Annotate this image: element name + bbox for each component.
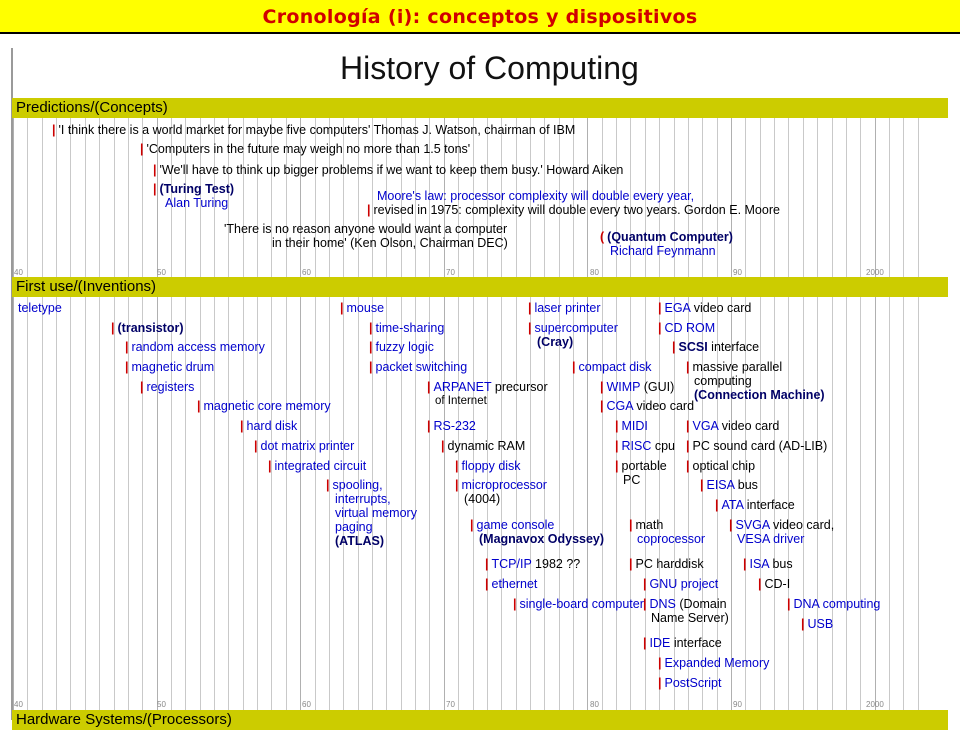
invention-dynamic-ram: | dynamic RAM <box>441 439 526 453</box>
year-gridline <box>343 118 344 720</box>
invention-risc: | RISC cpu <box>615 439 676 453</box>
year-gridline <box>114 118 115 720</box>
chart-title: History of Computing <box>340 50 639 86</box>
year-gridline <box>903 118 904 720</box>
invention-compact-disk: | compact disk <box>572 360 652 374</box>
invention-massive-parallel: | massive parallel computing (Connection Machine) <box>686 360 825 402</box>
header-divider <box>0 32 960 34</box>
section-band-first-use <box>12 277 948 297</box>
invention-magnetic-drum: | magnetic drum <box>125 360 215 374</box>
invention-cd-i: | CD-I <box>758 577 791 591</box>
invention-arpanet: | ARPANET precursor of Internet <box>427 380 548 407</box>
year-gridline <box>918 118 919 720</box>
prediction-1-5-tons: | 'Computers in the future may weigh no more than 1.5 tons' <box>140 142 471 156</box>
prediction-turing-test: | (Turing Test) Alan Turing <box>153 182 235 210</box>
tick-label: 60 <box>302 268 311 277</box>
invention-ethernet: | ethernet <box>485 577 538 591</box>
invention-svga: | SVGA video card, VESA driver <box>729 518 835 546</box>
invention-mouse: | mouse <box>340 301 385 315</box>
year-gridline <box>300 118 301 720</box>
invention-midi: | MIDI <box>615 419 648 433</box>
year-gridline <box>13 118 14 720</box>
tick-label: 80 <box>590 700 599 709</box>
invention-portable-pc: | portable PC <box>615 459 667 487</box>
invention-packet-switching: | packet switching <box>369 360 468 374</box>
tick-label: 50 <box>157 700 166 709</box>
invention-integrated-circuit: | integrated circuit <box>268 459 367 473</box>
year-gridline <box>99 118 100 720</box>
invention-pc-sound-card: | PC sound card (AD-LIB) <box>686 439 828 453</box>
tick-label: 2000 <box>866 700 884 709</box>
invention-registers: | registers <box>140 380 195 394</box>
tick-label: 40 <box>14 700 23 709</box>
invention-gnu-project: | GNU project <box>643 577 719 591</box>
year-gridline <box>788 118 789 720</box>
prediction-aiken: | 'We'll have to think up bigger problems if we want to keep them busy.' Howard Aiken <box>153 163 624 177</box>
invention-single-board-computer: | single-board computer <box>513 597 644 611</box>
year-gridline <box>329 118 330 720</box>
invention-usb: | USB <box>801 617 834 631</box>
year-gridline <box>875 118 876 720</box>
tick-label: 90 <box>733 268 742 277</box>
section-label-predictions: Predictions/(Concepts) <box>16 99 168 116</box>
invention-supercomputer: | supercomputer (Cray) <box>528 321 618 349</box>
invention-rs-232: | RS-232 <box>427 419 476 433</box>
invention-optical-chip: | optical chip <box>686 459 756 473</box>
tick-label: 90 <box>733 700 742 709</box>
invention-wimp: | WIMP (GUI) <box>600 380 675 394</box>
invention-isa: | ISA bus <box>743 557 793 571</box>
tick-label: 80 <box>590 268 599 277</box>
invention-game-console: | game console (Magnavox Odyssey) <box>470 518 605 546</box>
invention-cga: | CGA video card <box>600 399 695 413</box>
invention-teletype: teletype <box>18 301 62 315</box>
invention-ata: | ATA interface <box>715 498 795 512</box>
section-band-predictions <box>12 98 948 118</box>
invention-fuzzy-logic: | fuzzy logic <box>369 340 434 354</box>
year-gridline <box>42 118 43 720</box>
year-gridline <box>358 118 359 720</box>
invention-microprocessor: | microprocessor (4004) <box>455 478 547 506</box>
tick-label: 70 <box>446 268 455 277</box>
invention-scsi: | SCSI interface <box>672 340 760 354</box>
tick-label: 50 <box>157 268 166 277</box>
section-label-hardware: Hardware Systems/(Processors) <box>16 711 232 728</box>
slide-title: Cronología (i): conceptos y dispositivos <box>262 6 698 28</box>
invention-vga: | VGA video card <box>686 419 780 433</box>
year-gridline <box>56 118 57 720</box>
invention-expanded-memory: | Expanded Memory <box>658 656 770 670</box>
tick-label: 2000 <box>866 268 884 277</box>
invention-laser-printer: | laser printer <box>528 301 601 315</box>
invention-postscript: | PostScript <box>658 676 722 690</box>
invention-tcp-ip: | TCP/IP 1982 ?? <box>485 557 581 571</box>
invention-ide: | IDE interface <box>643 636 722 650</box>
tick-label: 60 <box>302 700 311 709</box>
invention-cd-rom: | CD ROM <box>658 321 716 335</box>
year-gridline <box>142 118 143 720</box>
prediction-watson: | 'I think there is a world market for maybe five computers' Thomas J. Watson, chairman of IBM <box>52 123 576 137</box>
year-gridline <box>889 118 890 720</box>
invention-dns: | DNS (Domain Name Server) <box>643 597 729 625</box>
year-gridline <box>846 118 847 720</box>
year-gridline <box>315 118 316 720</box>
invention-time-sharing: | time-sharing <box>369 321 445 335</box>
invention-random-access-memory: | random access memory <box>125 340 265 354</box>
invention-dna-computing: | DNA computing <box>787 597 881 611</box>
invention-hard-disk: | hard disk <box>240 419 298 433</box>
section-label-first-use: First use/(Inventions) <box>16 278 157 295</box>
invention-math-coprocessor: | math coprocessor <box>629 518 706 546</box>
section-band-hardware <box>12 710 948 730</box>
invention-eisa: | EISA bus <box>700 478 758 492</box>
invention-spooling-atlas: | spooling, interrupts, virtual memory paging (ATLAS) <box>326 478 417 548</box>
slide-header-bar <box>0 0 960 34</box>
tick-label: 70 <box>446 700 455 709</box>
year-gridline <box>27 118 28 720</box>
prediction-quantum-computer: ( (Quantum Computer) Richard Feynmann <box>600 230 733 258</box>
year-gridline <box>85 118 86 720</box>
year-gridline <box>70 118 71 720</box>
invention-magnetic-core-memory: | magnetic core memory <box>197 399 331 413</box>
invention-ega: | EGA video card <box>658 301 752 315</box>
year-gridline <box>128 118 129 720</box>
invention-pc-harddisk: | PC harddisk <box>629 557 704 571</box>
invention-dot-matrix-printer: | dot matrix printer <box>254 439 355 453</box>
invention-transistor: | (transistor) <box>111 321 184 335</box>
prediction-olson: 'There is no reason anyone would want a computer in their home' (Ken Olson, Chairman DEC) <box>224 222 508 250</box>
invention-floppy-disk: | floppy disk <box>455 459 521 473</box>
tick-label: 40 <box>14 268 23 277</box>
year-gridline <box>860 118 861 720</box>
prediction-moores-law: Moore's law: processor complexity will double every year, | revised in 1975: complexity will double every two years. Gordon E. Moore <box>367 189 780 217</box>
